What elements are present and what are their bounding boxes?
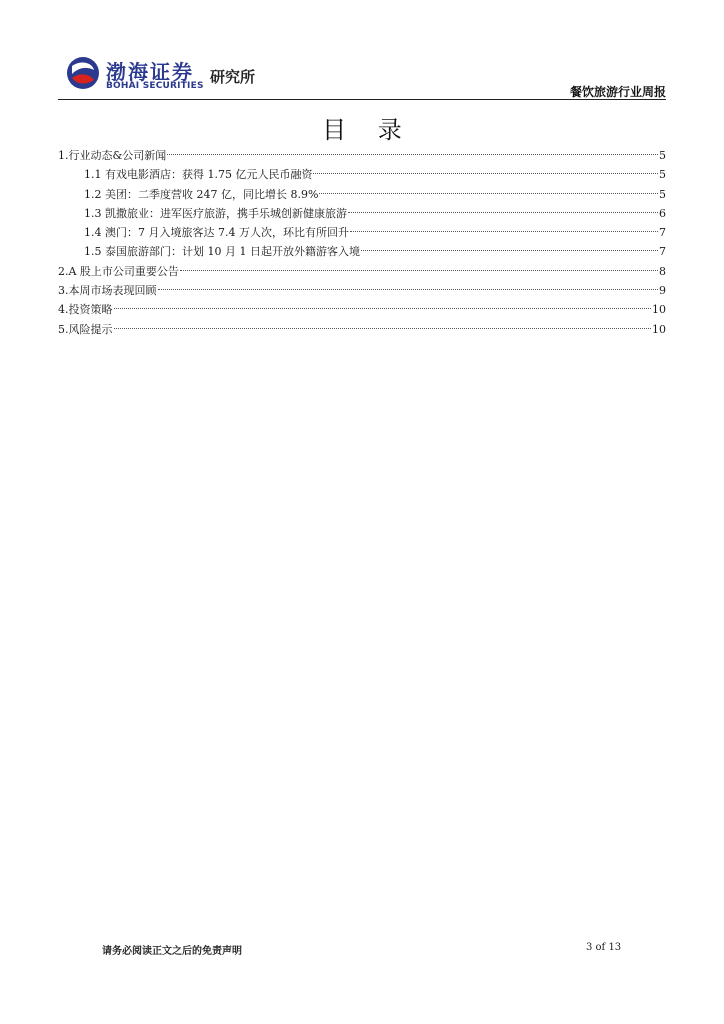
toc-entry-title: 1.4 澳门：7 月入境旅客达 7.4 万人次，环比有所回升	[84, 226, 349, 240]
toc-entry-title: 1.3 凯撒旅业：进军医疗旅游，携手乐城创新健康旅游	[84, 206, 347, 220]
toc-entry-page: 8	[659, 264, 666, 278]
bohai-logo-icon	[66, 56, 100, 90]
toc-entry-page: 5	[659, 149, 666, 162]
footer-page-number: 3 of 13	[586, 942, 622, 953]
toc-entry-title: 5.风险提示	[58, 322, 113, 336]
toc-entry[interactable]	[58, 262, 666, 281]
toc-entry-page: 9	[659, 284, 666, 298]
logo-english-name: BOHAI SECURITIES	[106, 81, 204, 91]
toc-dot-leader	[361, 250, 658, 251]
institute-label: 研究所	[210, 68, 256, 86]
toc-dot-leader	[180, 270, 658, 271]
toc-entry[interactable]	[58, 320, 666, 339]
toc-dot-leader	[319, 193, 658, 194]
toc-dot-leader	[350, 231, 658, 232]
toc-entry-page: 5	[659, 168, 666, 182]
toc-entry[interactable]	[58, 300, 666, 319]
toc-entry-page: 10	[652, 322, 666, 336]
toc-entry[interactable]	[58, 223, 666, 242]
toc-entry-page: 10	[652, 303, 666, 317]
toc-dot-leader	[114, 308, 652, 309]
table-of-contents	[58, 146, 666, 339]
toc-entry[interactable]	[58, 165, 666, 184]
toc-entry-title: 4.投资策略	[58, 303, 113, 317]
toc-entry-title: 3.本周市场表现回顾	[58, 284, 157, 298]
toc-dot-leader	[167, 154, 658, 155]
toc-entry-title: 1.2 美团：二季度营收 247 亿，同比增长 8.9%	[84, 187, 319, 201]
toc-entry[interactable]	[58, 242, 666, 261]
toc-dot-leader	[158, 289, 659, 290]
toc-entry-title: 2.A 股上市公司重要公告	[58, 264, 179, 278]
footer-disclaimer: 请务必阅读正文之后的免责声明	[102, 946, 242, 957]
header-divider	[58, 99, 666, 100]
toc-entry-page: 7	[659, 245, 666, 259]
toc-entry-title: 1.5 泰国旅游部门：计划 10 月 1 日起开放外籍游客入境	[84, 245, 360, 259]
toc-entry[interactable]	[58, 185, 666, 204]
toc-title: 目 录	[322, 116, 414, 144]
logo-chinese-name: 渤海证券	[106, 60, 194, 84]
toc-dot-leader	[348, 212, 658, 213]
toc-entry-title: 1.行业动态&公司新闻	[58, 149, 167, 162]
report-type: 餐饮旅游行业周报	[569, 85, 666, 99]
toc-dot-leader	[114, 328, 652, 329]
toc-dot-leader	[313, 173, 658, 174]
toc-entry-title: 1.1 有戏电影酒店：获得 1.75 亿元人民币融资	[84, 168, 313, 182]
toc-entry-page: 7	[659, 226, 666, 240]
toc-entry[interactable]	[58, 281, 666, 300]
toc-entry[interactable]	[58, 146, 666, 165]
toc-entry-page: 5	[659, 187, 666, 201]
toc-entry[interactable]	[58, 204, 666, 223]
page-header	[58, 50, 666, 100]
toc-entry-page: 6	[659, 206, 666, 220]
